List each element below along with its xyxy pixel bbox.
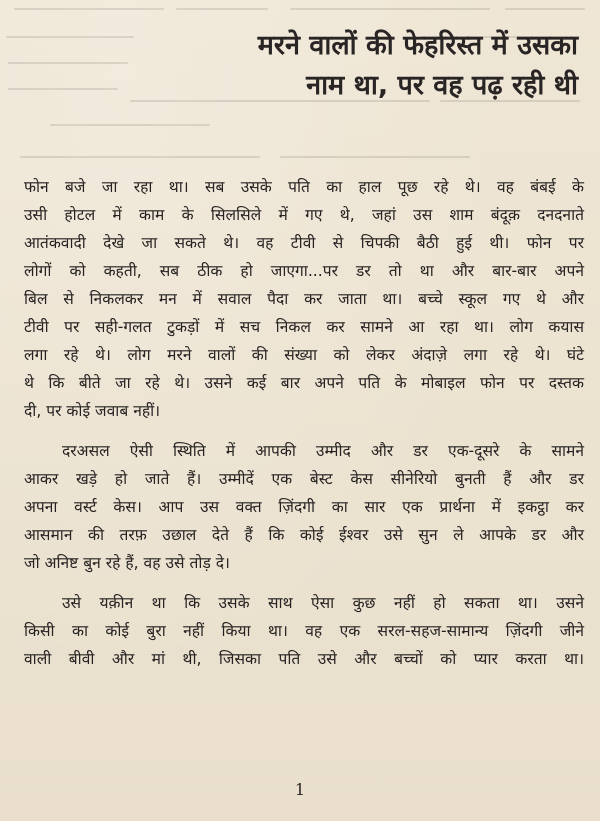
text-line: दरअसल ऐसी स्थिति में आपकी उम्मीद और डर एक-दूसरे के सामने xyxy=(62,442,584,460)
text-line: जो अनिष्ट बुन रहे हैं, वह उसे तोड़ दे। xyxy=(24,554,230,572)
paragraph xyxy=(24,589,584,673)
chapter-heading-line: नाम था, पर वह पढ़ रही थी xyxy=(306,70,578,101)
text-line: किसी का कोई बुरा नहीं किया था। वह एक सरल-सहज-सामान्य ज़िंदगी जीने xyxy=(24,622,584,640)
text-line: वाली बीवी और मां थी, जिसका पति उसे और बच्चों को प्यार करता था। xyxy=(24,650,584,668)
text-line: आतंकवादी देखे जा सकते थे। वह टीवी से चिपकी बैठी हुई थी। फोन पर xyxy=(24,234,584,252)
text-line: उसी होटल में काम के सिलसिले में गए थे, जहां उस शाम बंदूक़ दनदनाते xyxy=(24,206,584,224)
text-line: अपना वर्स्ट केस। आप उस वक्त ज़िंदगी का सार एक प्रार्थना में इकट्ठा कर xyxy=(24,498,584,516)
text-line: थे कि बीते जा रहे थे। उसने कई बार अपने पति के मोबाइल फोन पर दस्तक xyxy=(24,374,584,392)
paragraph xyxy=(24,437,584,577)
text-line: फोन बजे जा रहा था। सब उसके पति का हाल पूछ रहे थे। वह बंबई के xyxy=(24,178,584,196)
page-number: 1 xyxy=(294,780,306,799)
text-line: आसमान की तरफ़ उछाल देते हैं कि कोई ईश्वर उसे सुन ले आपके डर और xyxy=(24,526,584,544)
text-line: लगा रहे थे। लोग मरने वालों की संख्या को लेकर अंदाज़े लगा रहे थे। घंटे xyxy=(24,346,584,364)
body-text xyxy=(24,173,584,673)
text-line: बिल से निकलकर मन में सवाल पैदा कर जाता था। बच्चे स्कूल गए थे और xyxy=(24,290,584,308)
chapter-heading xyxy=(258,26,578,106)
text-line: लोगों को कहती, सब ठीक हो जाएगा...पर डर तो था और बार-बार अपने xyxy=(24,262,584,280)
text-line: उसे यक़ीन था कि उसके साथ ऐसा कुछ नहीं हो सकता था। उसने xyxy=(62,594,584,612)
text-line: दी, पर कोई जवाब नहीं। xyxy=(24,402,161,420)
paragraph xyxy=(24,173,584,425)
chapter-heading-line: मरने वालों की फेहरिस्त में उसका xyxy=(257,30,578,61)
text-line: आकर खड़े हो जाते हैं। उम्मीदें एक बेस्ट केस सीनेरियो बुनती हैं और डर xyxy=(24,470,584,488)
text-line: टीवी पर सही-गलत टुकड़ों में सच निकल कर सामने आ रहा था। लोग कयास xyxy=(24,318,584,336)
